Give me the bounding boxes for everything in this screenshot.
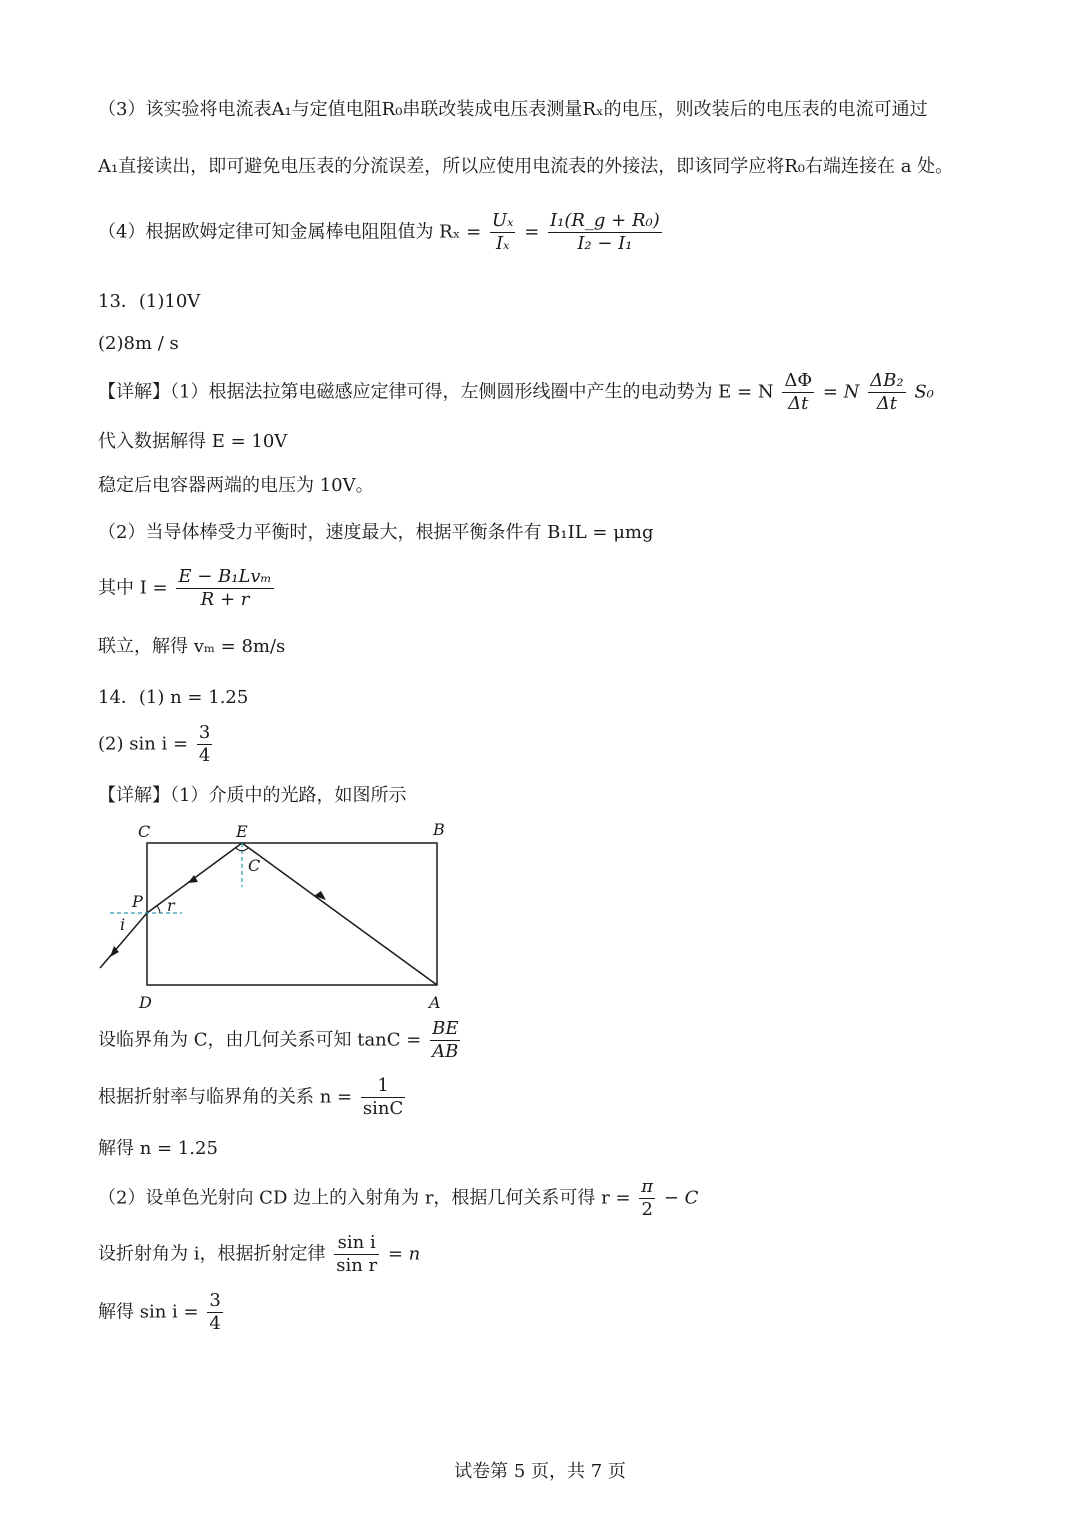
q14-answer2: (2) sin i = $\frac{3}{4}$ [98, 722, 211, 766]
label-i: i [120, 915, 126, 934]
label-C-angle: C [248, 856, 261, 875]
p4-frac2: $\frac{\text{I₁(R\_g + R₀)}}{\text{I₂ − I₁}}$ [550, 210, 660, 254]
q14-detail6: 设折射角为 i，根据折射定律 $\frac{\text{sin i}}{\text{sin r}}$ = n [98, 1232, 421, 1276]
p4-eq: = [524, 221, 540, 243]
ray-A-to-E [242, 843, 437, 985]
label-A: A [429, 993, 441, 1012]
q14-detail4: 解得 n = 1.25 [98, 1138, 218, 1159]
label-D: D [139, 993, 152, 1012]
q14-detail7: 解得 sin i = $\frac{3}{4}$ [98, 1290, 221, 1334]
q14-detail3: 根据折射率与临界角的关系 n = $\frac{1}{\sin C}$ [98, 1075, 404, 1119]
label-r: r [167, 896, 175, 915]
q14-detail1: 【详解】（1）介质中的光路，如图所示 [98, 785, 407, 806]
p4-line [98, 210, 665, 255]
label-P: P [132, 892, 143, 911]
angle-arc-r [157, 906, 160, 913]
label-C-corner: C [138, 822, 151, 841]
q14-answer1: 14．(1) n = 1.25 [98, 687, 249, 708]
p4-text: （4）根据欧姆定律可知金属棒电阻阻值为 Rₓ = [98, 221, 482, 243]
p3-line1: （3）该实验将电流表A₁与定值电阻R₀串联改装成电压表测量Rₓ的电压，则改装后的电压表的电流可通过 [98, 99, 928, 120]
q14-detail5: （2）设单色光射向 CD 边上的入射角为 r，根据几何关系可得 r = $\frac{\pi}{2}$ − C [98, 1176, 699, 1220]
p4-frac1: $\frac{\text{Uₓ}}{\text{Iₓ}}$ [491, 210, 514, 254]
label-E: E [236, 822, 248, 841]
q13-detail3: 稳定后电容器两端的电压为 10V。 [98, 475, 374, 496]
medium-rectangle [147, 843, 437, 985]
q14-detail2: 设临界角为 C，由几何关系可知 tanC = $\frac{BE}{AB}$ [98, 1018, 459, 1062]
label-B: B [433, 820, 445, 839]
q13-detail1: 【详解】（1）根据法拉第电磁感应定律可得，左侧圆形线圈中产生的电动势为 E = N $\frac{\Delta\Phi}{\Delta t}$ = N $\frac{\text{ΔB₂}}{\Delta t}$ S₀ [98, 370, 934, 414]
q13-detail5: 其中 I = $\frac{\text{E − B₁Lvₘ}}{R + r}$ [98, 566, 272, 610]
q13-detail6: 联立，解得 vₘ = 8m/s [98, 636, 286, 657]
light-path-figure [90, 815, 460, 1015]
q13-detail4: （2）当导体棒受力平衡时，速度最大，根据平衡条件有 B₁IL = μmg [98, 522, 654, 543]
q13-detail2: 代入数据解得 E = 10V [98, 431, 288, 452]
p3-line2: A₁直接读出，即可避免电压表的分流误差，所以应使用电流表的外接法，即该同学应将R₀右端连接在 a 处。 [98, 156, 954, 177]
q13-answer1: 13．(1)10V [98, 291, 201, 312]
angle-arc-C [236, 848, 248, 851]
q13-answer2: (2)8m / s [98, 333, 179, 354]
page-footer: 试卷第 5 页，共 7 页 [454, 1461, 626, 1482]
arrow-on-AE [314, 891, 326, 900]
